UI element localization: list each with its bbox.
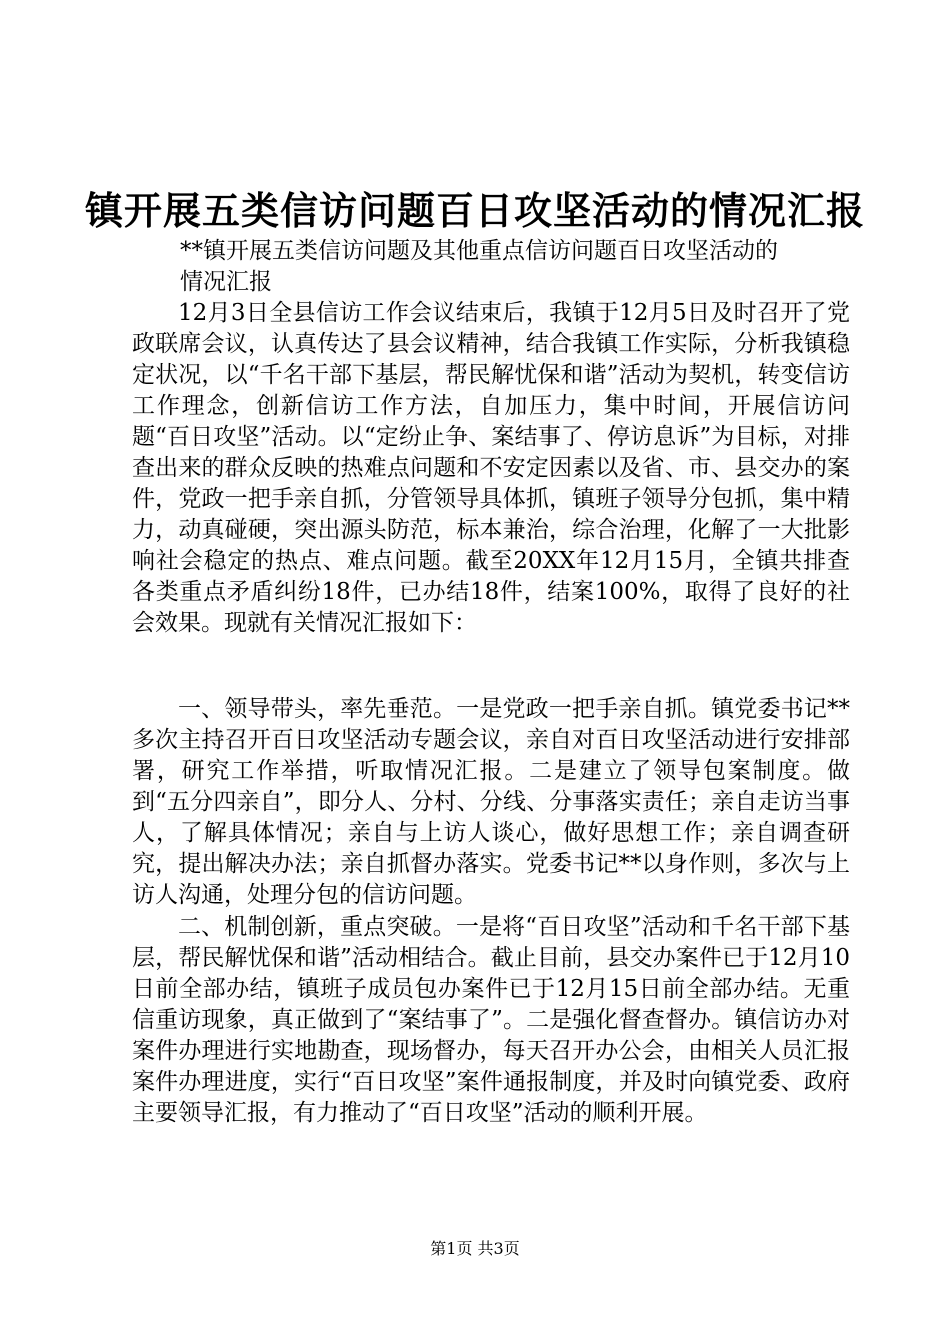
document-subtitle: **镇开展五类信访问题及其他重点信访问题百日攻坚活动的情况汇报	[180, 238, 778, 295]
document-title: 镇开展五类信访问题百日攻坚活动的情况汇报	[84, 188, 865, 233]
paragraph-section-one: 一、领导带头，率先垂范。一是党政一把手亲自抓。镇党委书记**多次主持召开百日攻坚活动专题会议，亲自对百日攻坚活动进行安排部署，研究工作举措，听取情况汇报。二是建立了领导包案制度。做到“五分四亲自”，即分人、分村、分线、分事落实责任；亲自走访当事人，了解具体情况；亲自与上访人谈心，做好思想工作；亲自调查研究，提出解决办法；亲自抓督办落实。党委书记**以身作则，多次与上访人沟通，处理分包的信访问题。	[132, 696, 850, 908]
page-footer: 第1页 共3页	[430, 1239, 520, 1258]
paragraph-section-two: 二、机制创新，重点突破。一是将“百日攻坚”活动和千名干部下基层，帮民解忧保和谐”活动相结合。截止目前，县交办案件已于12月10日前全部办结，镇班子成员包办案件已于12月15日前全部办结。无重信重访现象，真正做到了“案结事了”。二是强化督查督办。镇信访办对案件办理进行实地勘查，现场督办，每天召开办公会，由相关人员汇报案件办理进度，实行“百日攻坚”案件通报制度，并及时向镇党委、政府主要领导汇报，有力推动了“百日攻坚”活动的顺利开展。	[132, 914, 850, 1126]
paragraph-intro: 12月3日全县信访工作会议结束后，我镇于12月5日及时召开了党政联席会议，认真传达了县会议精神，结合我镇工作实际，分析我镇稳定状况，以“千名干部下基层，帮民解忧保和谐”活动为契机，转变信访工作理念，创新信访工作方法，自加压力，集中时间，开展信访问题“百日攻坚”活动。以“定纷止争、案结事了、停访息诉”为目标，对排查出来的群众反映的热难点问题和不安定因素以及省、市、县交办的案件，党政一把手亲自抓，分管领导具体抓，镇班子领导分包抓，集中精力，动真碰硬，突出源头防范，标本兼治，综合治理，化解了一大批影响社会稳定的热点、难点问题。截至20XX年12月15月，全镇共排查各类重点矛盾纠纷18件，已办结18件，结案100%，取得了良好的社会效果。现就有关情况汇报如下：	[132, 300, 850, 636]
